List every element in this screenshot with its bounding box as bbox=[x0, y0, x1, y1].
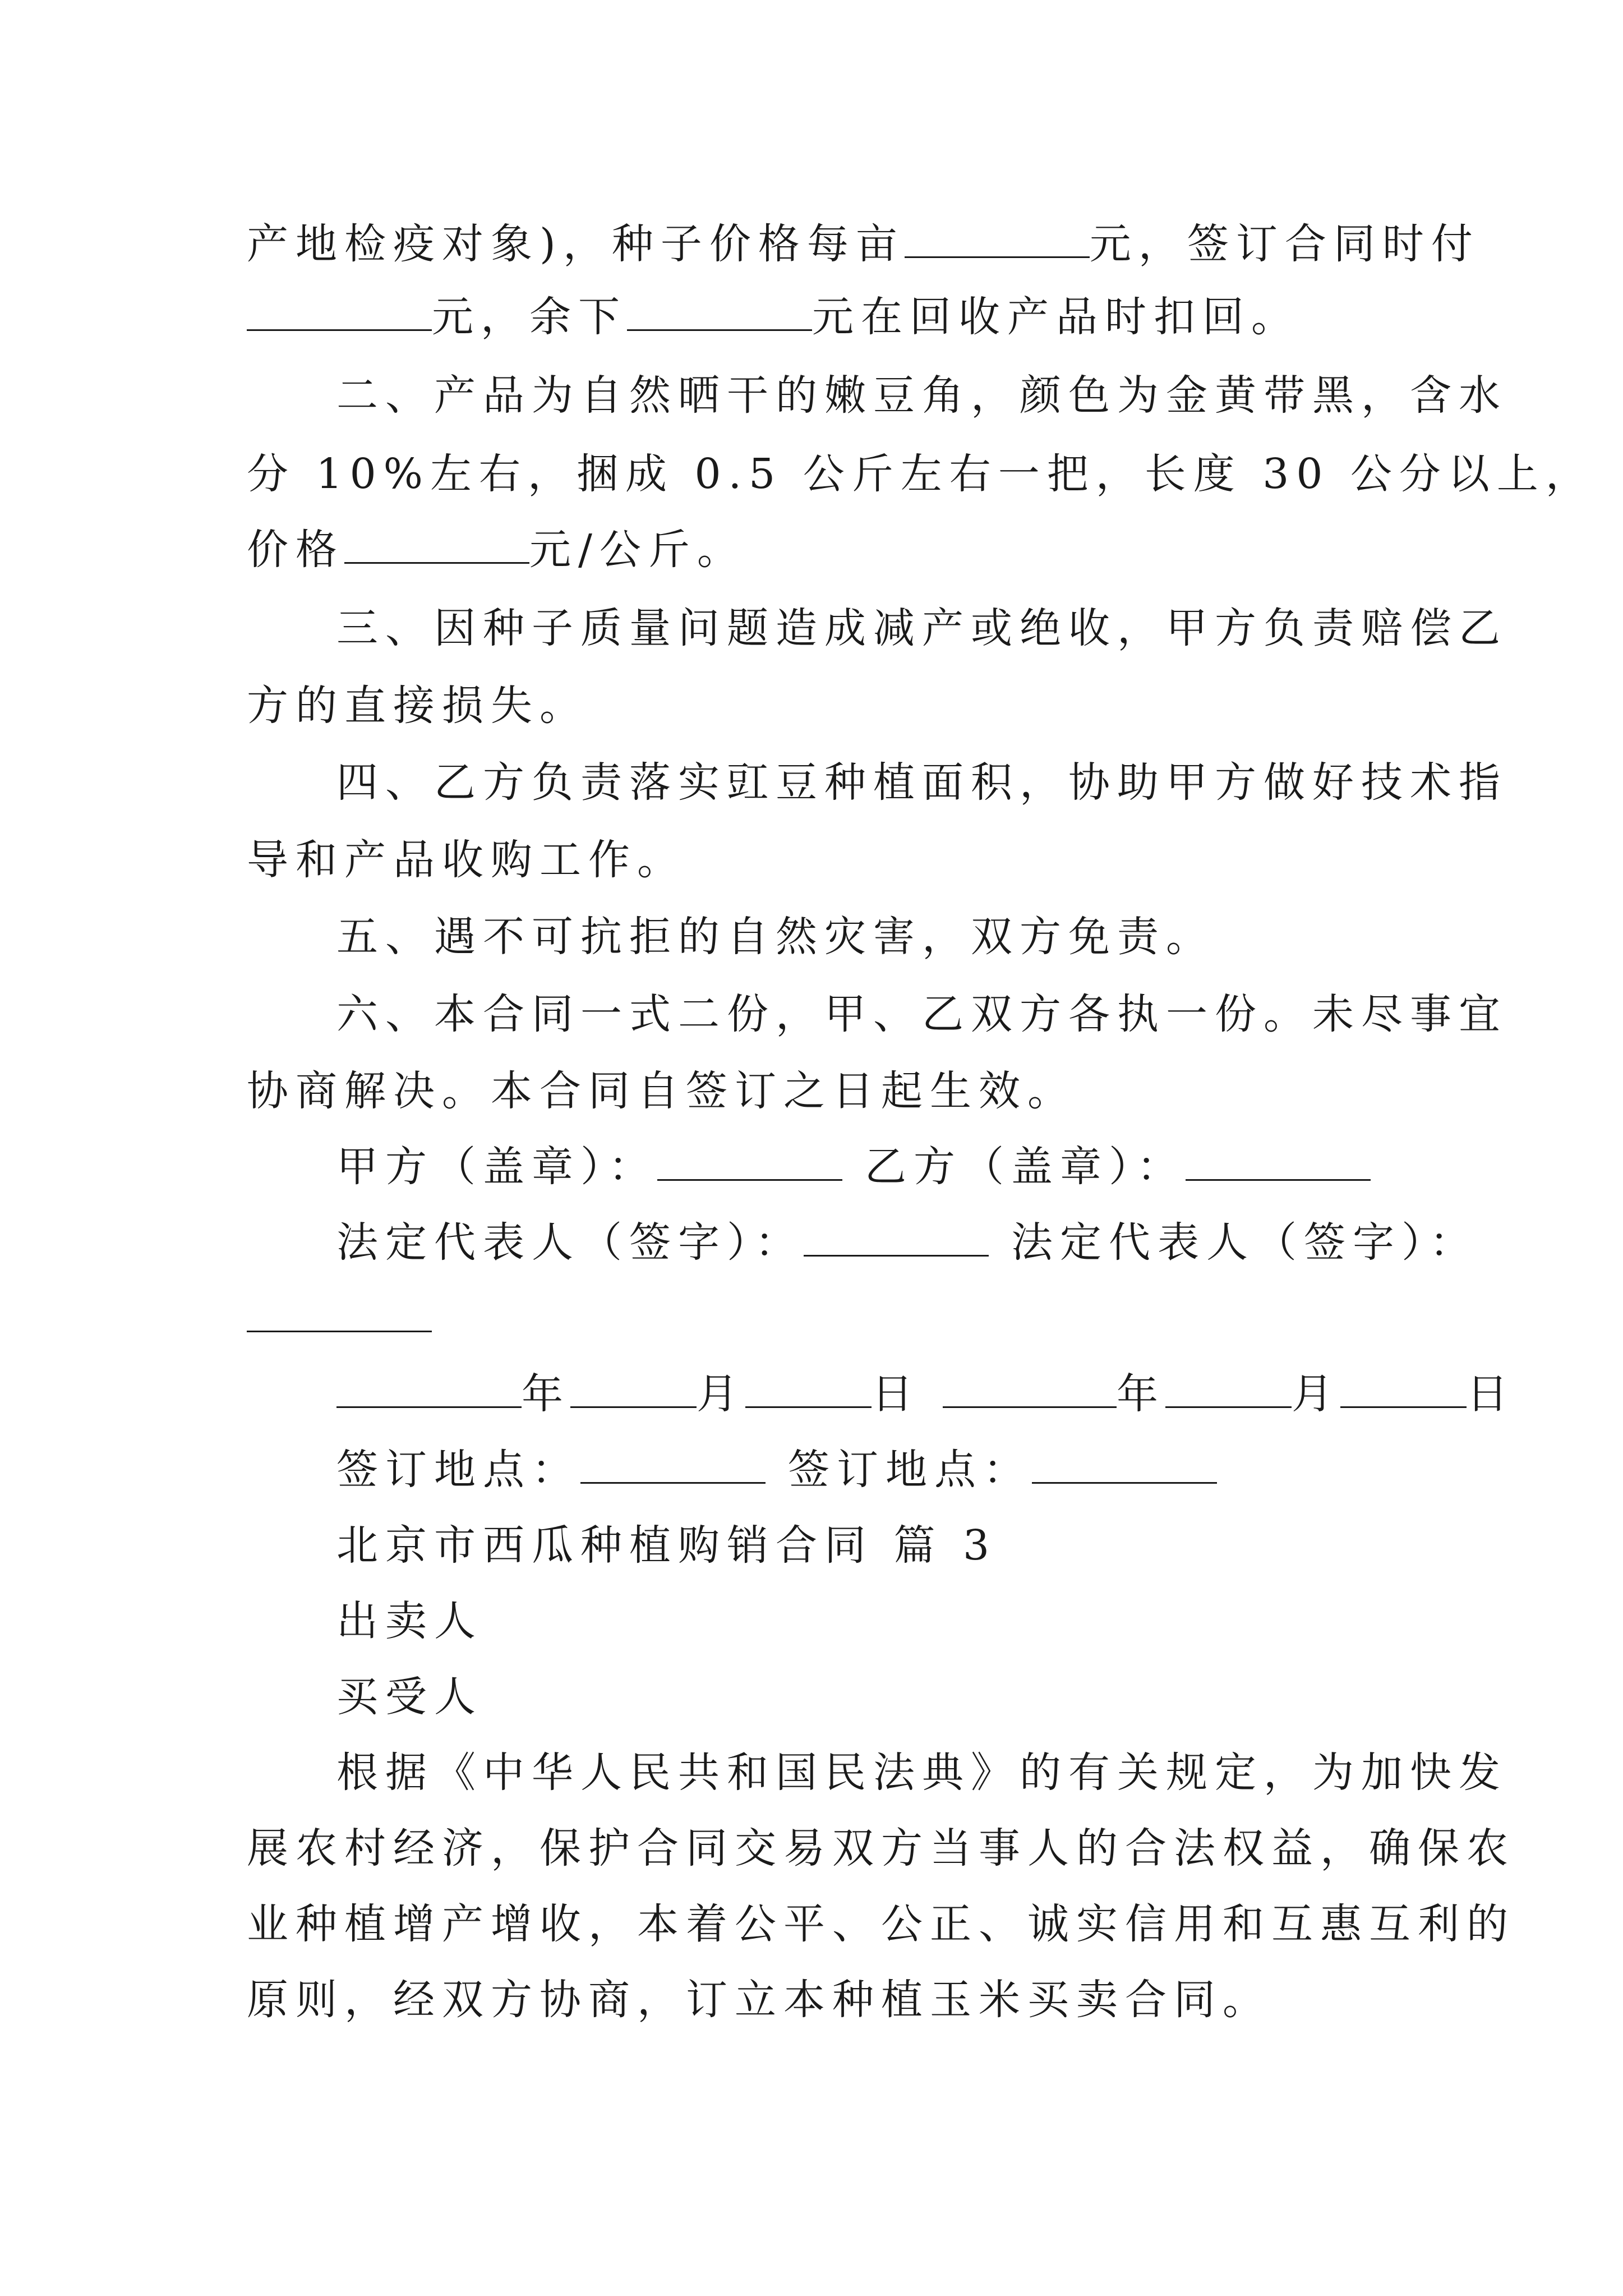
signature-line bbox=[247, 1290, 432, 1346]
text-run: 三、因种子质量问题造成减产或绝收，甲方负责赔偿乙 bbox=[336, 604, 1507, 652]
paragraph-line bbox=[336, 1745, 1507, 1801]
fill-in-blank bbox=[1032, 1443, 1217, 1484]
fill-in-blank bbox=[1165, 1367, 1292, 1408]
fill-in-blank bbox=[247, 1291, 432, 1332]
text-run: 法定代表人（签字）： bbox=[1011, 1218, 1478, 1267]
text-run: 签订地点： bbox=[788, 1446, 1032, 1494]
paragraph-line bbox=[336, 1593, 483, 1649]
text-run: 年 bbox=[522, 1370, 570, 1418]
text-run: 北京市西瓜种植购销合同 篇 3 bbox=[336, 1521, 997, 1570]
signature-line bbox=[336, 1214, 1478, 1271]
text-run: 元，余下 bbox=[432, 293, 627, 341]
paragraph-line bbox=[336, 600, 1507, 656]
text-run: 六、本合同一式二份，甲、乙双方各执一份。未尽事宜 bbox=[336, 990, 1507, 1038]
paragraph-line bbox=[336, 754, 1507, 811]
fill-in-blank bbox=[943, 1367, 1117, 1408]
signature-line bbox=[336, 1139, 1371, 1195]
text-run: 方的直接损失。 bbox=[247, 682, 588, 730]
text-run: 展农村经济，保护合同交易双方当事人的合法权益，确保农 bbox=[247, 1824, 1515, 1872]
text-run: 价格 bbox=[247, 526, 344, 574]
paragraph-line bbox=[247, 1820, 1515, 1876]
paragraph-line bbox=[247, 289, 1300, 345]
text-run: 分 10%左右，捆成 0.5 公斤左右一把，长度 30 公分以上， bbox=[247, 450, 1594, 498]
text-run: 元在回收产品时扣回。 bbox=[812, 293, 1300, 341]
text-run: 元/公斤。 bbox=[529, 526, 746, 574]
fill-in-blank bbox=[580, 1443, 766, 1484]
fill-in-blank bbox=[745, 1367, 872, 1408]
paragraph-line bbox=[247, 446, 1594, 502]
fill-in-blank bbox=[657, 1140, 842, 1181]
fill-in-blank bbox=[1340, 1367, 1467, 1408]
paragraph-line bbox=[247, 832, 686, 888]
text-run: 日 bbox=[872, 1370, 920, 1418]
text-run: 买受人 bbox=[336, 1673, 483, 1721]
text-run: 甲方（盖章）： bbox=[336, 1143, 657, 1191]
text-run: 月 bbox=[1292, 1370, 1340, 1418]
paragraph-line bbox=[336, 1669, 483, 1725]
fill-in-blank bbox=[627, 290, 812, 331]
text-run: 月 bbox=[697, 1370, 745, 1418]
paragraph-line bbox=[247, 522, 746, 578]
section-heading bbox=[336, 1517, 997, 1573]
paragraph-line bbox=[247, 1972, 1271, 2028]
text-run: 年 bbox=[1117, 1370, 1165, 1418]
date-line bbox=[336, 1366, 1515, 1422]
text-run: 乙方（盖章）： bbox=[865, 1143, 1186, 1191]
text-run: 四、乙方负责落实豇豆种植面积，协助甲方做好技术指 bbox=[336, 758, 1507, 807]
fill-in-blank bbox=[247, 290, 432, 331]
fill-in-blank bbox=[804, 1216, 989, 1257]
text-run: 日 bbox=[1467, 1370, 1515, 1418]
paragraph-line bbox=[247, 678, 588, 734]
paragraph-line bbox=[247, 216, 1480, 272]
text-run: 法定代表人（签字）： bbox=[336, 1218, 804, 1267]
fill-in-blank bbox=[344, 523, 529, 564]
text-run: 二、产品为自然晒干的嫩豆角，颜色为金黄带黑，含水 bbox=[336, 371, 1507, 420]
text-run: 根据《中华人民共和国民法典》的有关规定，为加快发 bbox=[336, 1749, 1507, 1797]
paragraph-line bbox=[336, 367, 1507, 424]
paragraph-line bbox=[336, 909, 1215, 965]
text-run: 签订地点： bbox=[336, 1446, 580, 1494]
text-run: 业种植增产增收，本着公平、公正、诚实信用和互惠互利的 bbox=[247, 1900, 1515, 1948]
signature-line bbox=[336, 1442, 1217, 1498]
paragraph-line bbox=[247, 1896, 1515, 1952]
fill-in-blank bbox=[905, 217, 1090, 258]
fill-in-blank bbox=[336, 1367, 522, 1408]
paragraph-line bbox=[336, 986, 1507, 1042]
text-run: 出卖人 bbox=[336, 1597, 483, 1645]
paragraph-line bbox=[247, 1063, 1076, 1119]
fill-in-blank bbox=[1186, 1140, 1371, 1181]
text-run: 元，签订合同时付 bbox=[1089, 220, 1480, 268]
text-run: 导和产品收购工作。 bbox=[247, 836, 686, 884]
text-run: 原则，经双方协商，订立本种植玉米买卖合同。 bbox=[247, 1976, 1271, 2024]
text-run: 协商解决。本合同自签订之日起生效。 bbox=[247, 1067, 1076, 1115]
text-run: 五、遇不可抗拒的自然灾害，双方免责。 bbox=[336, 913, 1215, 961]
text-run: 产地检疫对象)，种子价格每亩 bbox=[247, 220, 905, 268]
fill-in-blank bbox=[570, 1367, 697, 1408]
